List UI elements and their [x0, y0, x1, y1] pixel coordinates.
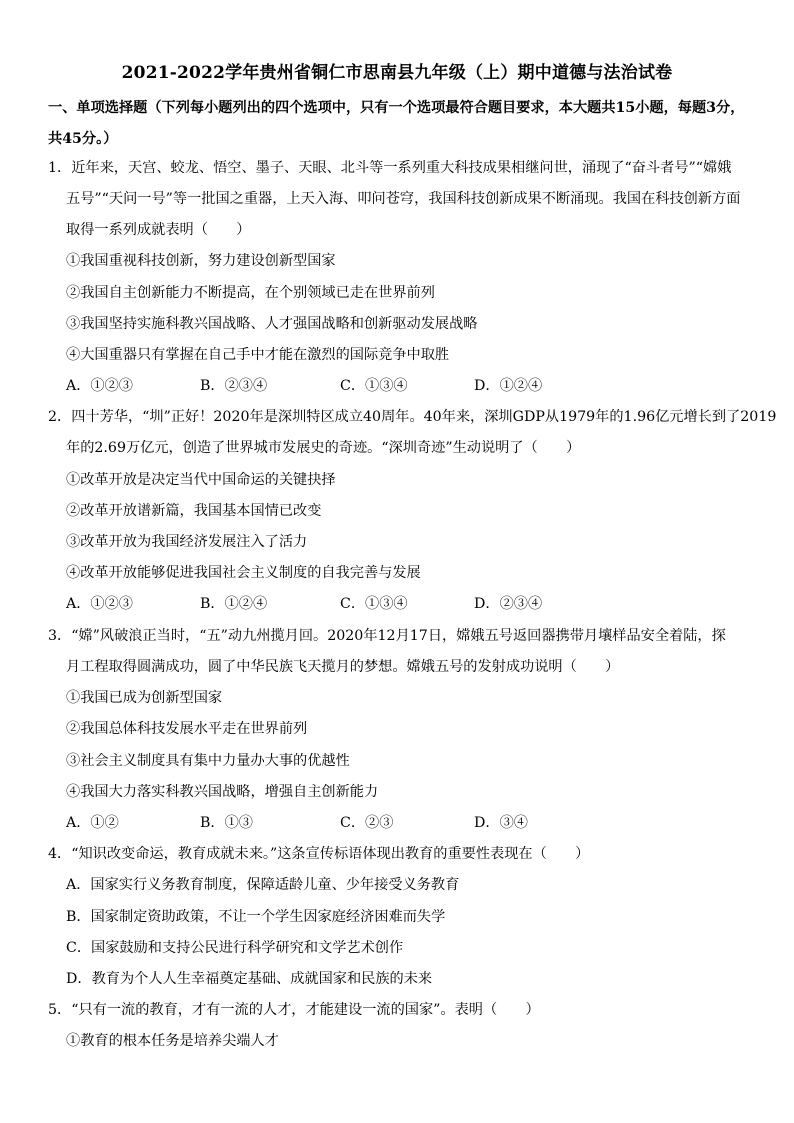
question-2-statement-4: ④改革开放能够促进我国社会主义制度的自我完善与发展 [66, 565, 421, 581]
question-3-choice-a[interactable]: A．①② [66, 815, 119, 831]
question-1-choice-a[interactable]: A．①②③ [66, 378, 133, 394]
question-2-stem-line-1: 2．四十芳华，“圳”正好！2020年是深圳特区成立40周年。40年来，深圳GDP从1979年的1.96亿元增长到了2019 [48, 409, 777, 425]
question-1-statement-3: ③我国坚持实施科教兴国战略、人才强国战略和创新驱动发展战略 [66, 316, 478, 332]
question-2-choice-c[interactable]: C．①③④ [340, 596, 408, 612]
exam-title: 2021-2022学年贵州省铜仁市思南县九年级（上）期中道德与法治试卷 [121, 63, 673, 83]
question-1-stem-line-1: 1．近年来，天宫、蛟龙、悟空、墨子、天眼、北斗等一系列重大科技成果相继问世，涌现了“奋斗者号”“嫦娥 [48, 160, 732, 176]
question-2-choice-b[interactable]: B．①②④ [200, 596, 268, 612]
question-4-choice-c[interactable]: C．国家鼓励和支持公民进行科学研究和文学艺术创作 [66, 940, 404, 956]
section-heading-line-2: 共45分。） [48, 131, 118, 147]
question-3-statement-1: ①我国已成为创新型国家 [66, 690, 223, 706]
question-1-statement-4: ④大国重器只有掌握在自己手中才能在激烈的国际竞争中取胜 [66, 347, 450, 363]
question-1-statement-1: ①我国重视科技创新，努力建设创新型国家 [66, 253, 336, 269]
question-3-stem-line-2: 月工程取得圆满成功，圆了中华民族飞天揽月的梦想。嫦娥五号的发射成功说明（ ） [66, 659, 620, 675]
question-2-choice-a[interactable]: A．①②③ [66, 596, 133, 612]
question-1-choice-b[interactable]: B．②③④ [200, 378, 268, 394]
question-3-statement-3: ③社会主义制度具有集中力量办大事的优越性 [66, 753, 350, 769]
question-2-statement-3: ③改革开放为我国经济发展注入了活力 [66, 534, 308, 550]
question-5-stem-line-1: 5．“只有一流的教育，才有一流的人才，才能建设一流的国家”。表明（ ） [48, 1002, 540, 1018]
question-1-choice-d[interactable]: D．①②④ [474, 378, 543, 394]
question-2-stem-line-2: 年的2.69万亿元，创造了世界城市发展史的奇迹。“深圳奇迹”生动说明了（ ） [66, 440, 581, 456]
question-1-choice-c[interactable]: C．①③④ [340, 378, 408, 394]
question-3-choice-c[interactable]: C．②③ [340, 815, 394, 831]
question-4-stem-line-1: 4．“知识改变命运，教育成就未来。”这条宣传标语体现出教育的重要性表现在（ ） [48, 846, 590, 862]
question-4-choice-d[interactable]: D．教育为个人人生幸福奠定基础、成就国家和民族的未来 [66, 971, 433, 987]
question-3-choice-b[interactable]: B．①③ [200, 815, 253, 831]
question-1-stem-line-3: 取得一系列成就表明（ ） [66, 222, 251, 238]
section-heading-line-1: 一、单项选择题（下列每小题列出的四个选项中，只有一个选项最符合题目要求，本大题共15小题，每题3分， [48, 100, 745, 116]
question-4-choice-a[interactable]: A．国家实行义务教育制度，保障适龄儿童、少年接受义务教育 [66, 877, 460, 893]
question-3-statement-4: ④我国大力落实科教兴国战略，增强自主创新能力 [66, 784, 379, 800]
question-2-choice-d[interactable]: D．②③④ [474, 596, 543, 612]
question-2-statement-1: ①改革开放是决定当代中国命运的关键抉择 [66, 472, 336, 488]
question-4-choice-b[interactable]: B．国家制定资助政策，不让一个学生因家庭经济困难而失学 [66, 909, 446, 925]
question-3-stem-line-1: 3．“嫦”风破浪正当时，“五”动九州揽月回。2020年12月17日，嫦娥五号返回器携带月壤样品安全着陆，探 [48, 628, 726, 644]
question-1-statement-2: ②我国自主创新能力不断提高，在个别领域已走在世界前列 [66, 285, 435, 301]
question-3-statement-2: ②我国总体科技发展水平走在世界前列 [66, 721, 308, 737]
question-1-stem-line-2: 五号”“天问一号”等一批国之重器，上天入海、叩问苍穹，我国科技创新成果不断涌现。我国在科技创新方面 [66, 191, 741, 207]
question-3-choice-d[interactable]: D．③④ [474, 815, 528, 831]
question-5-statement-1: ①教育的根本任务是培养尖端人才 [66, 1033, 279, 1049]
question-2-statement-2: ②改革开放谱新篇，我国基本国情已改变 [66, 503, 322, 519]
